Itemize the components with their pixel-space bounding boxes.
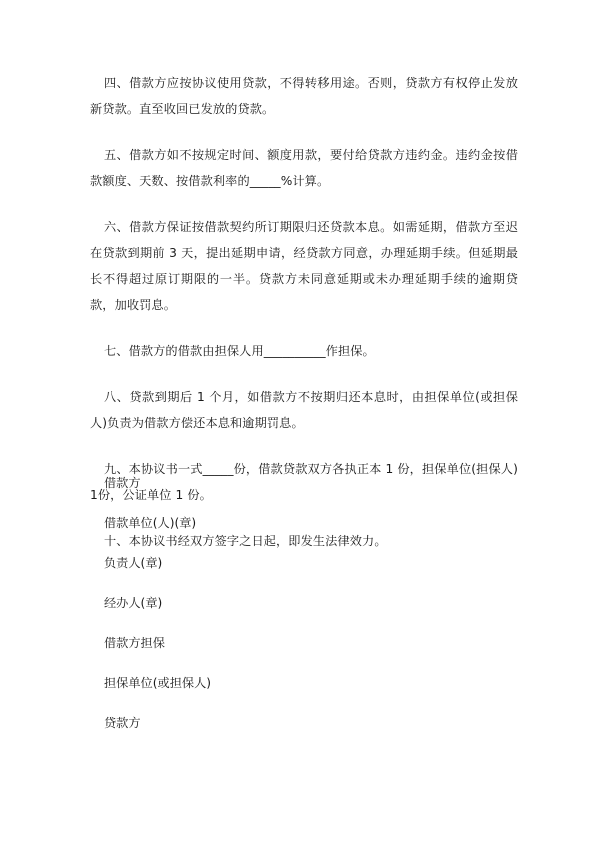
signature-borrower: 借款方	[104, 476, 141, 490]
signature-section	[104, 470, 504, 750]
clause-10: 十、本协议书经双方签字之日起，即发生法律效力。	[104, 534, 387, 548]
clause-4: 四、借款方应按协议使用贷款，不得转移用途。否则，贷款方有权停止发放新贷款。直至收回已发放的贷款。	[90, 76, 518, 116]
signature-borrower-guarantee: 借款方担保	[104, 636, 165, 650]
clause-6: 六、借款方保证按借款契约所订期限归还贷款本息。如需延期，借款方至迟在贷款到期前 3 天，提出延期申请，经贷款方同意，办理延期手续。但延期最长不得超过原订期限的一半。贷款方未同意延期或未办理延期手续的逾期贷款，加收罚息。	[90, 220, 518, 312]
clause-5: 五、借款方如不按规定时间、额度用款，要付给贷款方违约金。违约金按借款额度、天数、按借款利率的_____%计算。	[90, 148, 518, 188]
signature-handler: 经办人(章)	[104, 596, 163, 610]
clause-7: 七、借款方的借款由担保人用__________作担保。	[104, 344, 375, 358]
clause-9: 九、本协议书一式_____份，借款贷款双方各执正本 1 份，担保单位(担保人)1份，公证单位 1 份。	[90, 462, 518, 502]
signature-borrowing-unit: 借款单位(人)(章)	[104, 516, 197, 530]
signature-guarantor-unit: 担保单位(或担保人)	[104, 676, 212, 690]
signature-lender: 贷款方	[104, 716, 141, 730]
clause-8: 八、贷款到期后 1 个月，如借款方不按期归还本息时，由担保单位(或担保人)负责为借款方偿还本息和逾期罚息。	[90, 390, 518, 430]
signature-person-in-charge: 负责人(章)	[104, 556, 163, 570]
